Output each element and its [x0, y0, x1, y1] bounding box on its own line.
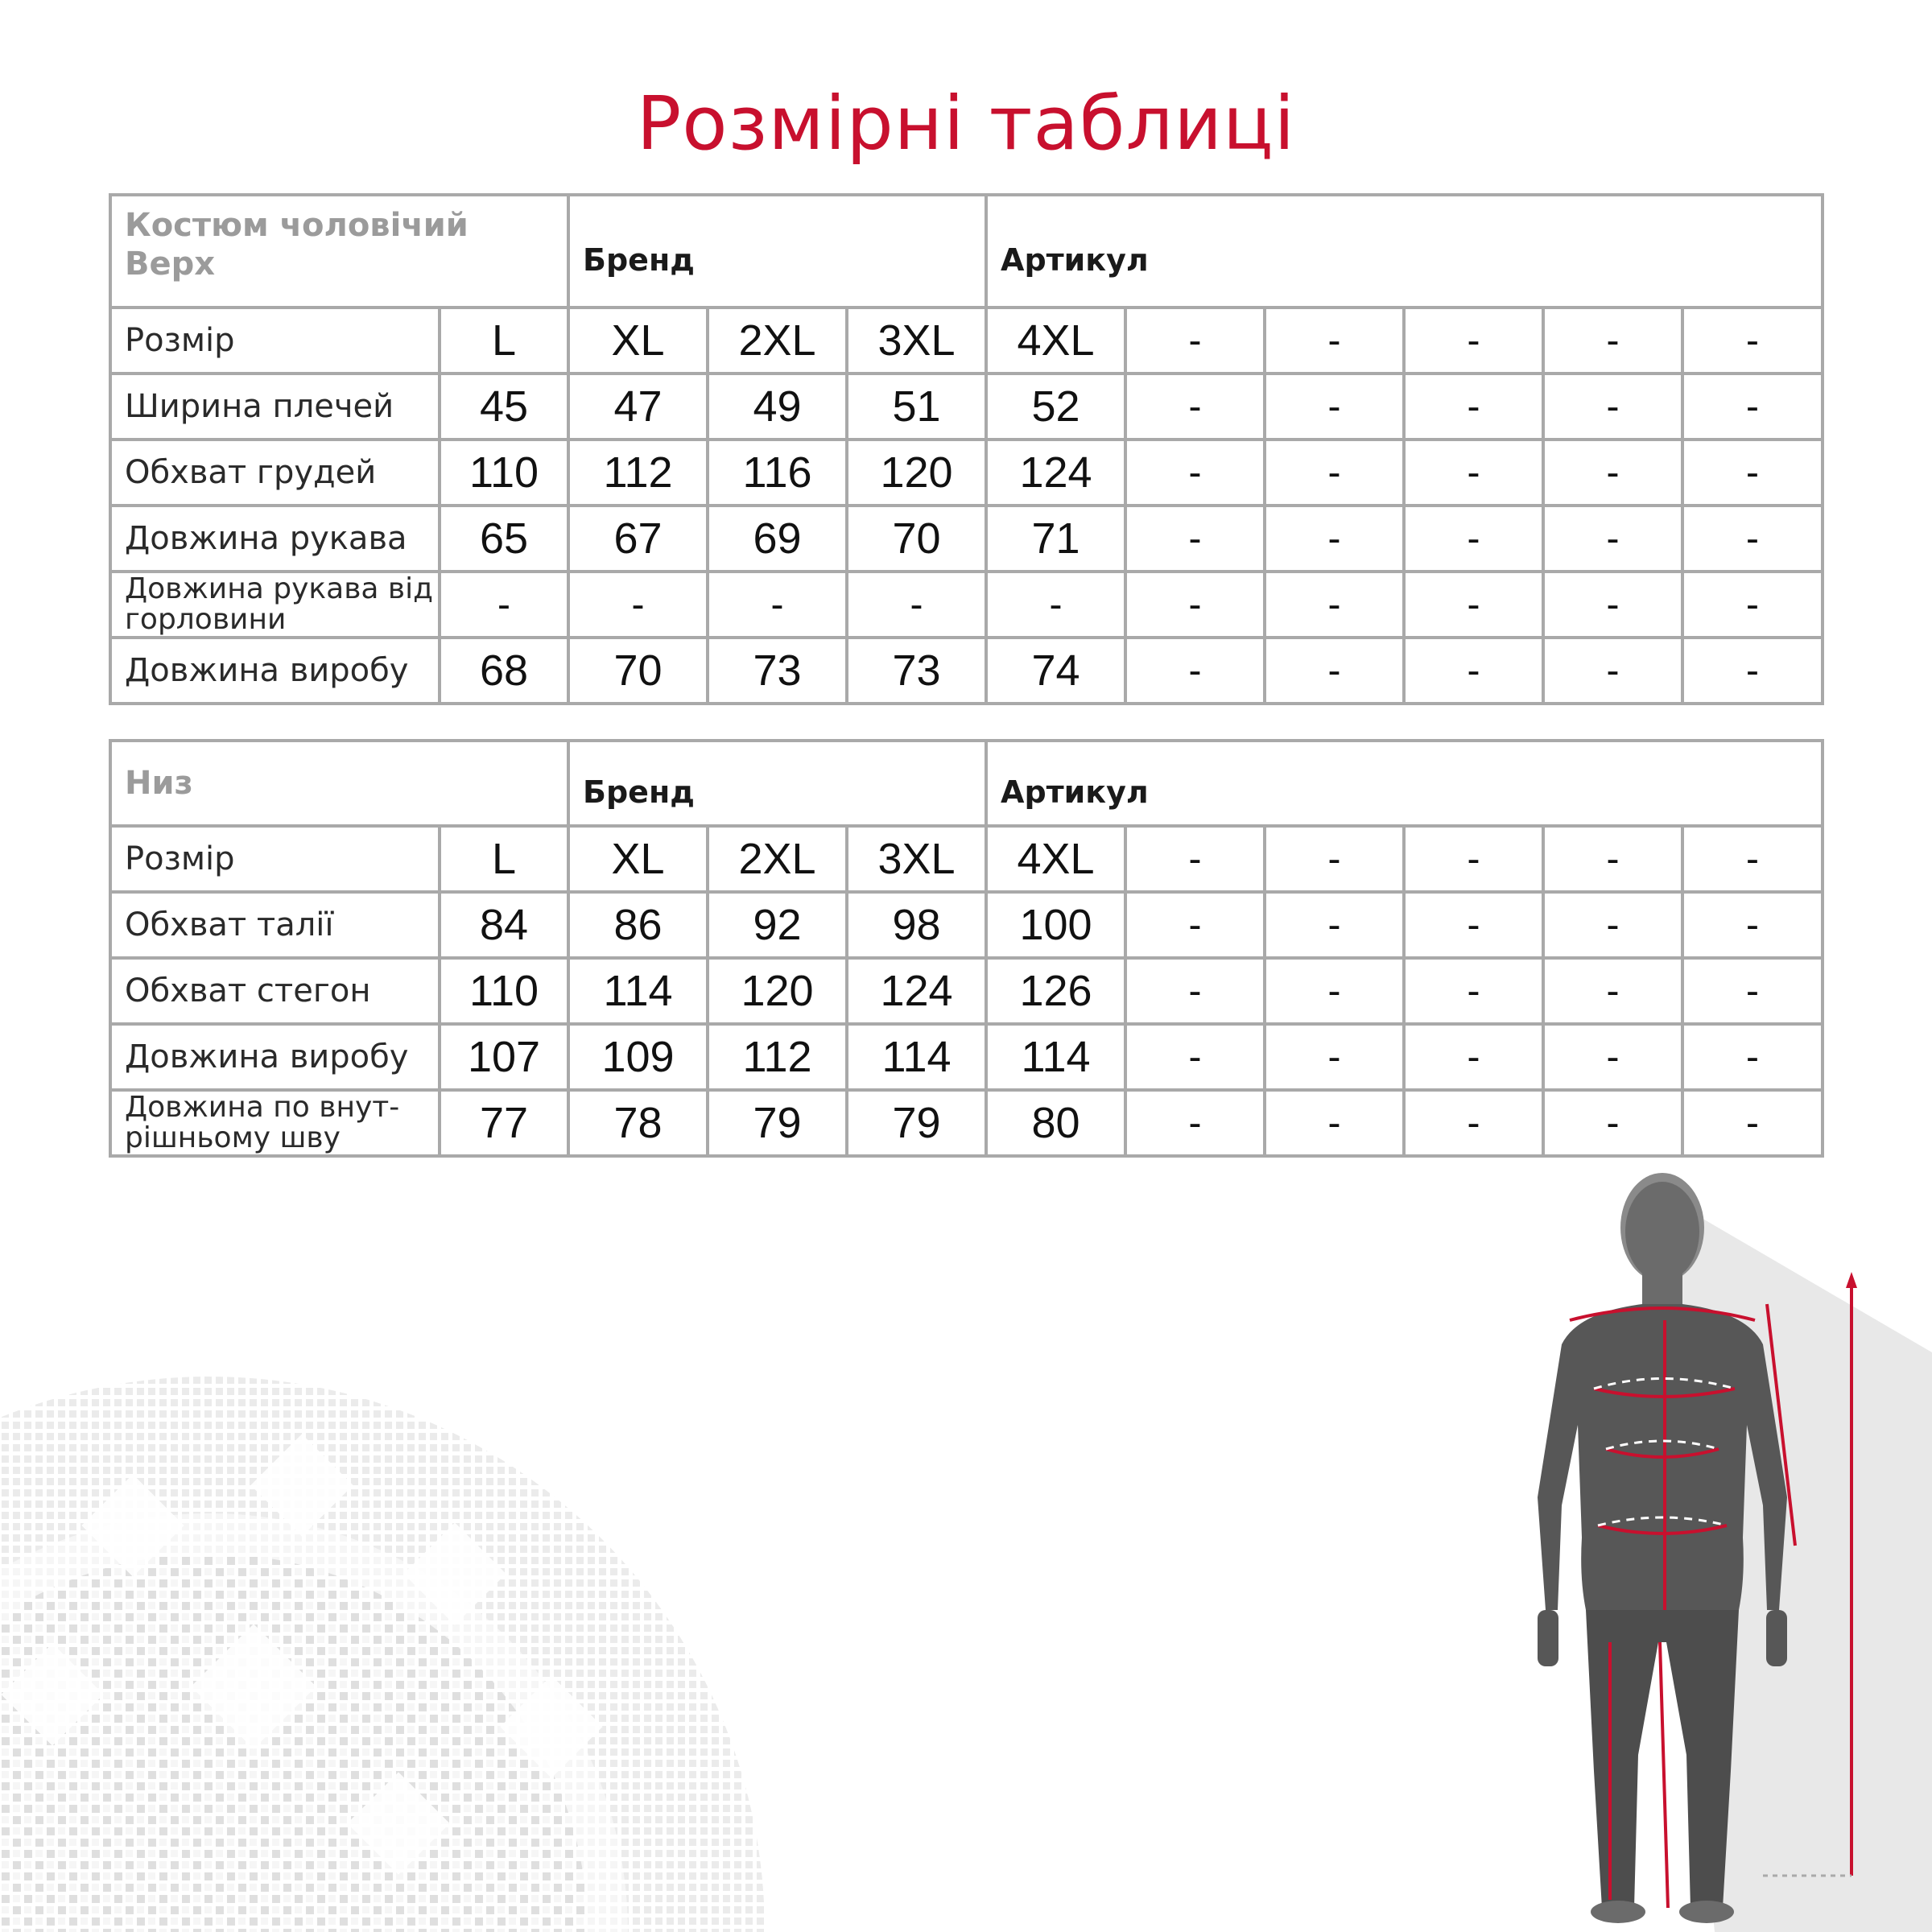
row-label: Обхват талії [110, 892, 440, 958]
size-value-cell: - [1265, 1090, 1404, 1156]
size-value-cell: XL [568, 826, 708, 892]
row-label: Розмір [110, 826, 440, 892]
size-value-cell: - [1682, 572, 1823, 638]
size-value-cell: - [568, 572, 708, 638]
table-row [110, 826, 1823, 892]
size-value-cell: 114 [568, 958, 708, 1024]
size-value-cell: 52 [986, 374, 1125, 440]
size-value-cell: XL [568, 308, 708, 374]
size-value-cell: - [1404, 892, 1543, 958]
row-label: Обхват стегон [110, 958, 440, 1024]
article-label: Артикул [986, 195, 1823, 308]
size-value-cell: - [1125, 374, 1265, 440]
size-value-cell: 116 [708, 440, 847, 506]
size-value-cell: - [1682, 374, 1823, 440]
size-value-cell: 114 [986, 1024, 1125, 1090]
table-row [110, 958, 1823, 1024]
size-value-cell: - [1125, 1090, 1265, 1156]
size-value-cell: 70 [568, 638, 708, 704]
size-value-cell: 74 [986, 638, 1125, 704]
size-value-cell: 120 [847, 440, 986, 506]
table-header-row [110, 741, 1823, 826]
size-value-cell: - [1682, 892, 1823, 958]
size-value-cell: - [1125, 826, 1265, 892]
size-value-cell: - [1125, 506, 1265, 572]
size-value-cell: 69 [708, 506, 847, 572]
size-value-cell: - [1404, 638, 1543, 704]
size-value-cell: 107 [440, 1024, 568, 1090]
table-row [110, 1024, 1823, 1090]
section-title: Низ [110, 741, 568, 826]
size-value-cell: - [708, 572, 847, 638]
size-value-cell: 110 [440, 440, 568, 506]
size-value-cell: - [1265, 826, 1404, 892]
size-value-cell: 73 [708, 638, 847, 704]
size-value-cell: - [1682, 506, 1823, 572]
size-value-cell: - [1682, 958, 1823, 1024]
size-value-cell: - [1404, 826, 1543, 892]
brand-label: Бренд [568, 195, 986, 308]
size-value-cell: - [1404, 308, 1543, 374]
table-row [110, 506, 1823, 572]
size-value-cell: 112 [708, 1024, 847, 1090]
size-value-cell: 98 [847, 892, 986, 958]
size-value-cell: 3XL [847, 826, 986, 892]
size-value-cell: 4XL [986, 308, 1125, 374]
size-value-cell: - [1404, 374, 1543, 440]
size-value-cell: 112 [568, 440, 708, 506]
size-value-cell: - [1265, 572, 1404, 638]
table-row [110, 1090, 1823, 1156]
row-label: Довжина виробу [110, 1024, 440, 1090]
size-value-cell: - [1543, 506, 1682, 572]
size-value-cell: - [1265, 308, 1404, 374]
size-value-cell: 84 [440, 892, 568, 958]
table-row [110, 440, 1823, 506]
size-value-cell: - [1543, 374, 1682, 440]
size-value-cell: 120 [708, 958, 847, 1024]
size-value-cell: - [1265, 892, 1404, 958]
size-value-cell: - [986, 572, 1125, 638]
size-value-cell: 114 [847, 1024, 986, 1090]
size-value-cell: 67 [568, 506, 708, 572]
size-value-cell: - [1543, 958, 1682, 1024]
size-value-cell: - [1265, 958, 1404, 1024]
size-value-cell: 124 [986, 440, 1125, 506]
bottom-size-table [109, 739, 1824, 1158]
size-value-cell: - [1682, 826, 1823, 892]
embroidery-ornament-decoration [0, 1352, 805, 1932]
size-value-cell: - [1125, 958, 1265, 1024]
top-size-table [109, 193, 1824, 705]
size-value-cell: - [1543, 1024, 1682, 1090]
size-value-cell: - [1543, 440, 1682, 506]
size-value-cell: - [1125, 572, 1265, 638]
table-row [110, 572, 1823, 638]
size-value-cell: 100 [986, 892, 1125, 958]
size-value-cell: 2XL [708, 826, 847, 892]
size-value-cell: - [1404, 440, 1543, 506]
size-value-cell: 109 [568, 1024, 708, 1090]
size-value-cell: 71 [986, 506, 1125, 572]
brand-label: Бренд [568, 741, 986, 826]
size-value-cell: - [1265, 638, 1404, 704]
size-value-cell: 92 [708, 892, 847, 958]
size-value-cell: 3XL [847, 308, 986, 374]
size-value-cell: 45 [440, 374, 568, 440]
table-row [110, 308, 1823, 374]
row-label: Довжина виробу [110, 638, 440, 704]
row-label: Розмір [110, 308, 440, 374]
size-value-cell: 110 [440, 958, 568, 1024]
size-value-cell: 80 [986, 1090, 1125, 1156]
size-value-cell: 78 [568, 1090, 708, 1156]
size-value-cell: 79 [708, 1090, 847, 1156]
row-label: Довжина рукава [110, 506, 440, 572]
arrow-up-icon [1846, 1272, 1857, 1288]
size-value-cell: - [1682, 638, 1823, 704]
size-value-cell: 86 [568, 892, 708, 958]
size-value-cell: 2XL [708, 308, 847, 374]
size-value-cell: - [1125, 1024, 1265, 1090]
row-label: Довжина по внут-рішньому шву [110, 1090, 440, 1156]
size-value-cell: 73 [847, 638, 986, 704]
size-value-cell: - [847, 572, 986, 638]
section-title: Костюм чоловічий Верх [110, 195, 568, 308]
size-value-cell: L [440, 308, 568, 374]
row-label: Обхват грудей [110, 440, 440, 506]
size-value-cell: - [1125, 308, 1265, 374]
row-label: Довжина рукава від горловини [110, 572, 440, 638]
size-value-cell: - [1543, 572, 1682, 638]
size-value-cell: - [1543, 308, 1682, 374]
size-value-cell: - [1682, 1090, 1823, 1156]
table-row [110, 638, 1823, 704]
size-value-cell: - [440, 572, 568, 638]
size-value-cell: 47 [568, 374, 708, 440]
size-value-cell: 77 [440, 1090, 568, 1156]
size-value-cell: - [1125, 638, 1265, 704]
size-value-cell: - [1404, 572, 1543, 638]
size-value-cell: 68 [440, 638, 568, 704]
size-value-cell: 65 [440, 506, 568, 572]
size-value-cell: 126 [986, 958, 1125, 1024]
size-value-cell: - [1543, 638, 1682, 704]
table-header-row [110, 195, 1823, 308]
size-value-cell: 51 [847, 374, 986, 440]
table-row [110, 892, 1823, 958]
size-value-cell: - [1125, 440, 1265, 506]
size-value-cell: 49 [708, 374, 847, 440]
size-value-cell: - [1265, 1024, 1404, 1090]
size-value-cell: - [1404, 506, 1543, 572]
body-measurement-figure [1449, 1159, 1932, 1932]
size-value-cell: 79 [847, 1090, 986, 1156]
size-value-cell: 124 [847, 958, 986, 1024]
table-row [110, 374, 1823, 440]
size-value-cell: - [1404, 958, 1543, 1024]
size-value-cell: - [1543, 892, 1682, 958]
size-value-cell: - [1404, 1024, 1543, 1090]
size-value-cell: L [440, 826, 568, 892]
size-value-cell: 70 [847, 506, 986, 572]
size-value-cell: - [1265, 506, 1404, 572]
size-value-cell: - [1543, 1090, 1682, 1156]
size-value-cell: - [1543, 826, 1682, 892]
size-value-cell: - [1265, 374, 1404, 440]
article-label: Артикул [986, 741, 1823, 826]
size-value-cell: - [1265, 440, 1404, 506]
size-value-cell: - [1404, 1090, 1543, 1156]
size-value-cell: 4XL [986, 826, 1125, 892]
row-label: Ширина плечей [110, 374, 440, 440]
page-title: Розмірні таблиці [636, 80, 1296, 167]
size-value-cell: - [1682, 440, 1823, 506]
size-value-cell: - [1682, 1024, 1823, 1090]
size-value-cell: - [1682, 308, 1823, 374]
size-value-cell: - [1125, 892, 1265, 958]
